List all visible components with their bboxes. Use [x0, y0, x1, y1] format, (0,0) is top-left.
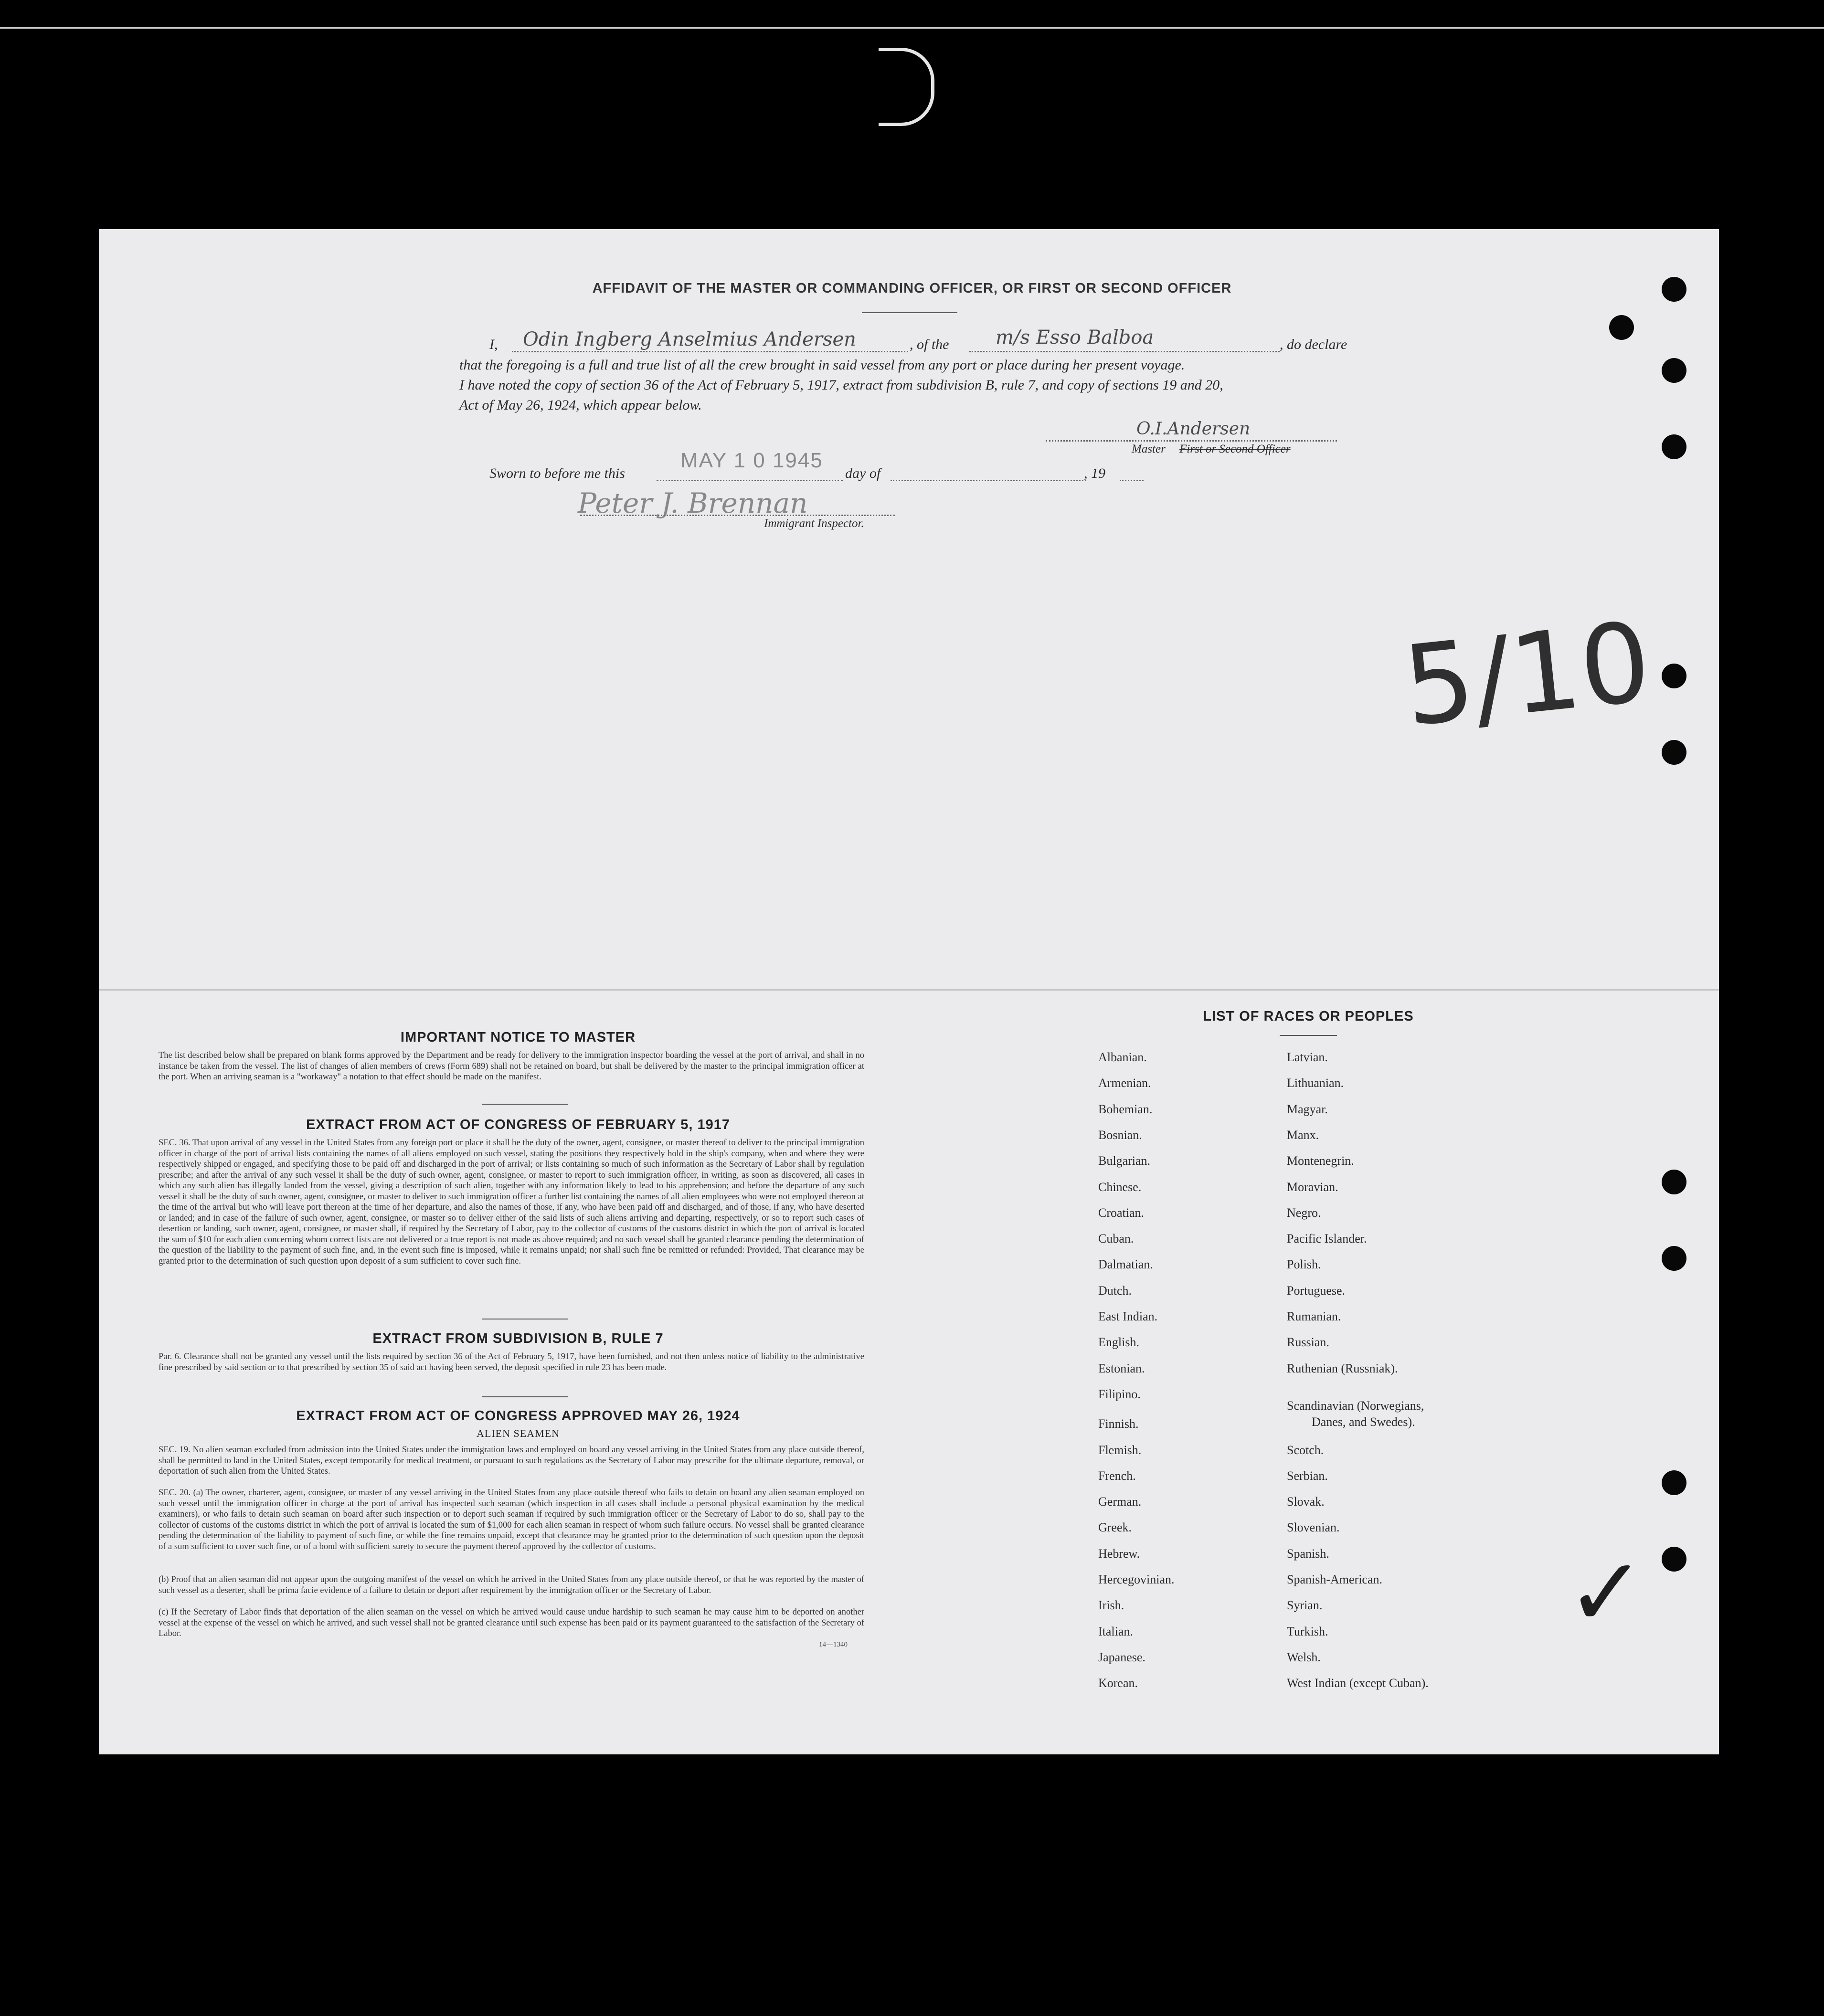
race-item: Korean. — [1098, 1676, 1138, 1690]
punch-hole — [1609, 315, 1634, 340]
officer-struck-label: First or Second Officer — [1179, 443, 1291, 455]
race-item: Hebrew. — [1098, 1546, 1140, 1561]
rule7-title: EXTRACT FROM SUBDIVISION B, RULE 7 — [372, 1331, 664, 1346]
signature-blank — [1046, 440, 1337, 442]
punch-hole — [1662, 434, 1686, 459]
race-item: German. — [1098, 1495, 1142, 1509]
race-item: English. — [1098, 1335, 1139, 1350]
race-item: West Indian (except Cuban). — [1287, 1676, 1429, 1690]
punch-hole — [1662, 1547, 1686, 1572]
inspector-blank — [580, 515, 895, 516]
rule7-body: Par. 6. Clearance shall not be granted any vessel until the lists required by section 36 of the Act of February 5, 1917, have been furnished, and not then unless notice of liability to the administrative fine prescribed by said section or to that prescribed by section 35 of said act having been served, the deposit specified in rule 23 has been made. — [159, 1352, 864, 1372]
race-item: Finnish. — [1098, 1417, 1139, 1431]
do-declare-label: , do declare — [1280, 337, 1347, 352]
section-rule — [482, 1104, 568, 1105]
act-1924-sec19: SEC. 19. No alien seaman excluded from admission into the United States under the immigration laws and employed on board any vessel arriving in the United States from any place outside thereof, shall be permitted to land in the United States, except temporarily for medical treatment, or pursuant to such regulations as the Secretary of Labor may prescribe for the ultimate departure, removal, or deportation of such alien from the United States. — [159, 1445, 864, 1476]
race-item: Dutch. — [1098, 1283, 1132, 1298]
race-item: Manx. — [1287, 1128, 1319, 1142]
inspector-signature: Peter J. Brennan — [578, 487, 808, 519]
race-item: Cuban. — [1098, 1232, 1134, 1246]
section-rule — [482, 1396, 568, 1397]
vessel-name-handwriting: m/s Esso Balboa — [996, 327, 1154, 348]
master-name-handwriting: Odin Ingberg Anselmius Andersen — [523, 328, 856, 350]
of-the-label: , of the — [910, 337, 949, 352]
punch-hole — [1662, 358, 1686, 383]
scan-frame-mark — [879, 48, 934, 126]
check-mark-icon: ✓ — [1566, 1537, 1646, 1648]
act-1924-sec20a: SEC. 20. (a) The owner, charterer, agent, consignee, or master of any vessel arriving in the United States from any place outside thereof who fails to detain on board any alien seaman employed on such vessel until the immigration officer in charge at the port of arrival has inspected such seaman (which inspection in all cases shall include a personal physical examination by the medical examiners), or who fails to detain such seaman on board after such inspection or to deport such seaman if required by such immigration officer or the Secretary of Labor to do so, shall pay to the collector of customs of the customs district in which the port of arrival is located the sum of $1,000 for each alien seaman in respect of whom such failure occurs. No vessel shall be granted clearance pending the determination of the liability to payment of such fine, or while the fine remains unpaid, except that clearance may be granted prior to the determination of such question upon the deposit of a sum sufficient to cover such fine, or of a bond with sufficient surety to secure the payment thereof approved by the collector of customs. — [159, 1488, 864, 1552]
act-1924-subtitle: ALIEN SEAMEN — [477, 1427, 560, 1439]
race-item: Lithuanian. — [1287, 1076, 1344, 1090]
vessel-blank — [969, 351, 1280, 352]
race-item: Spanish-American. — [1287, 1573, 1383, 1586]
race-item: Italian. — [1098, 1624, 1133, 1638]
punch-hole — [1662, 1170, 1686, 1194]
race-item: Slovenian. — [1287, 1520, 1340, 1535]
race-item: French. — [1098, 1468, 1136, 1483]
race-item: Negro. — [1287, 1205, 1321, 1220]
race-item: Polish. — [1287, 1257, 1321, 1272]
race-item: Montenegrin. — [1287, 1154, 1354, 1168]
race-item: Scotch. — [1287, 1443, 1324, 1457]
punch-hole — [1662, 664, 1686, 688]
act-1917-body: SEC. 36. That upon arrival of any vessel in the United States from any foreign port or place it shall be the duty of the owner, agent, consignee, or master thereof to deliver to the principal immigration officer in charge of the port of arrival lists containing the names of all aliens employed on such vessel, stating the positions they respectively hold in the ship's company, when and where they were respectively shipped or engaged, and specifying those to be paid off and discharged in the port of arrival; or lists containing so much of such information as the Secretary of Labor shall by regulation prescribe; and after the arrival of any such vessel it shall be the duty of such owner, agent, consignee, or master to report to such immigration officer, in writing, as soon as discovered, all cases in which any such alien has illegally landed from the vessel, giving a description of such alien, together with any information likely to lead to his apprehension; and before the departure of any such vessel it shall be the duty of such owner, agent, consignee, or master to deliver to such immigration officer a further list containing the names of all alien employees who were not employed thereon at the time of the arrival but who will leave port thereon at the time of her departure, and also the names of those, if any, who have been paid off and discharged, and of those, if any, who have deserted or landed; and in case of the failure of such owner, agent, consignee, or master so to deliver either of the said lists of such aliens arriving and departing, respectively, or so to report such cases of desertion or landing, such owner, agent, consignee, or master shall, if required by the Secretary of Labor, pay to the collector of customs of the customs district in which the port of arrival is located the sum of $10 for each alien concerning whom correct lists are not delivered or a true report is not made as above required; and no such vessel shall be granted clearance pending the determination of the question of the liability to the payment of such fine, and, in the event such fine is imposed, while it remains unpaid; nor shall such fine be remitted or refunded: Provided, That clearance may be granted prior to the determination of such question upon deposit of a sum sufficient to cover such fine. — [159, 1138, 864, 1266]
scan-top-line — [0, 27, 1824, 29]
race-item: Moravian. — [1287, 1180, 1338, 1194]
race-item: Ruthenian (Russniak). — [1287, 1361, 1398, 1375]
punch-hole — [1662, 740, 1686, 765]
race-item: Japanese. — [1098, 1650, 1145, 1664]
race-item: Portuguese. — [1287, 1283, 1346, 1298]
title-rule — [862, 312, 957, 313]
date-stamp: MAY 1 0 1945 — [680, 449, 823, 472]
race-item: East Indian. — [1098, 1309, 1158, 1323]
race-item: Estonian. — [1098, 1361, 1145, 1375]
race-item: Dalmatian. — [1098, 1257, 1153, 1272]
sworn-day-blank — [657, 480, 843, 481]
race-item: Rumanian. — [1287, 1309, 1341, 1323]
races-title-rule — [1280, 1035, 1337, 1036]
race-item: Irish. — [1098, 1598, 1124, 1613]
race-item: Hercegovinian. — [1098, 1573, 1175, 1586]
year-label: , 19 — [1084, 465, 1105, 481]
punch-hole — [1662, 1470, 1686, 1495]
month-blank — [891, 480, 1086, 481]
affidavit-prefix: I, — [489, 337, 498, 352]
race-item: Bosnian. — [1098, 1128, 1142, 1142]
page-fold — [99, 989, 1719, 991]
race-item: Serbian. — [1287, 1468, 1328, 1483]
affidavit-line-3: I have noted the copy of section 36 of the Act of February 5, 1917, extract from subdivision B, rule 7, and copy of sections 19 and 20, — [459, 377, 1223, 393]
form-number: 14—1340 — [819, 1641, 848, 1648]
master-signature: O.I.Andersen — [1136, 419, 1251, 439]
race-item: Albanian. — [1098, 1050, 1147, 1064]
affidavit-line-4: Act of May 26, 1924, which appear below. — [459, 397, 702, 413]
races-title: LIST OF RACES OR PEOPLES — [1203, 1009, 1414, 1024]
race-item: Syrian. — [1287, 1598, 1323, 1613]
affidavit-title: AFFIDAVIT OF THE MASTER OR COMMANDING OFFICER, OR FIRST OR SECOND OFFICER — [592, 281, 1232, 296]
race-item: Turkish. — [1287, 1624, 1328, 1638]
notice-title: IMPORTANT NOTICE TO MASTER — [400, 1030, 636, 1045]
act-1917-title: EXTRACT FROM ACT OF CONGRESS OF FEBRUARY 5, 1917 — [306, 1117, 731, 1132]
race-item: Spanish. — [1287, 1546, 1329, 1561]
race-item: Scandinavian (Norwegians, — [1287, 1398, 1424, 1413]
race-item: Pacific Islander. — [1287, 1232, 1367, 1246]
inspector-label: Immigrant Inspector. — [764, 517, 864, 530]
race-item: Bulgarian. — [1098, 1154, 1151, 1168]
handwritten-page-number: 5/10 — [1398, 598, 1657, 751]
punch-hole — [1662, 1246, 1686, 1271]
act-1924-sec20c: (c) If the Secretary of Labor finds that deportation of the alien seaman on the vessel on which he arrived would cause undue hardship to such seaman he may cause him to be deported on another vessel at the expense of the vessel on which he arrived, and such vessel shall not be granted clearance until such expense has been paid or its payment guaranteed to the satisfaction of the Secretary of Labor. — [159, 1607, 864, 1638]
race-item: Flemish. — [1098, 1443, 1142, 1457]
race-item: Slovak. — [1287, 1495, 1325, 1509]
race-item: Filipino. — [1098, 1387, 1141, 1401]
race-item: Danes, and Swedes). — [1312, 1414, 1415, 1429]
sworn-label: Sworn to before me this — [489, 465, 625, 481]
act-1924-sec20b: (b) Proof that an alien seaman did not appear upon the outgoing manifest of the vessel on which he arrived in the United States from any place outside thereof, or that he was reported by the master of such vessel as a deserter, shall be prima facie evidence of a failure to detain or deport after requirement by the immigration officer or the Secretary of Labor. — [159, 1575, 864, 1595]
race-item: Magyar. — [1287, 1102, 1328, 1116]
race-item: Chinese. — [1098, 1180, 1142, 1194]
notice-body: The list described below shall be prepared on blank forms approved by the Department and be ready for delivery to the immigration inspector boarding the vessel at the port of arrival, and shall in no instance be taken from the vessel. The list of changes of alien members of crews (Form 689) shall not be retained on board, but shall be delivered by the master to the principal immigration officer at the port. When an arriving seaman is a "workaway" a notation to that effect should be made on the manifest. — [159, 1051, 864, 1082]
race-item: Bohemian. — [1098, 1102, 1153, 1116]
race-item: Russian. — [1287, 1335, 1329, 1350]
name-blank — [512, 351, 908, 352]
race-item: Greek. — [1098, 1520, 1132, 1535]
race-item: Welsh. — [1287, 1650, 1321, 1664]
race-item: Croatian. — [1098, 1205, 1145, 1220]
act-1924-title: EXTRACT FROM ACT OF CONGRESS APPROVED MAY 26, 1924 — [296, 1408, 740, 1424]
year-blank — [1120, 480, 1144, 481]
punch-hole — [1662, 277, 1686, 302]
day-of-label: day of — [845, 465, 881, 481]
race-item: Latvian. — [1287, 1050, 1328, 1064]
master-label: Master — [1132, 443, 1166, 455]
race-item: Armenian. — [1098, 1076, 1151, 1090]
affidavit-line-2: that the foregoing is a full and true list of all the crew brought in said vessel from any port or place during her present voyage. — [459, 357, 1185, 373]
